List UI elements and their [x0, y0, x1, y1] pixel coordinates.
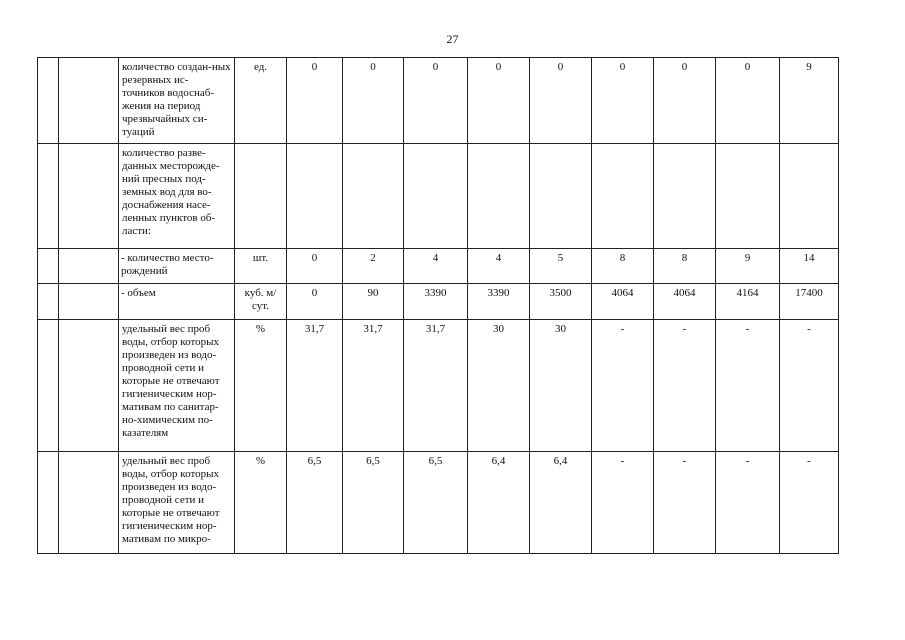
value-cell: 31,7: [287, 320, 343, 452]
goal-cell: [59, 452, 119, 554]
value-cell: 31,7: [343, 320, 404, 452]
value-cell: 31,7: [404, 320, 468, 452]
value-cell: 3390: [404, 284, 468, 320]
row-number-cell: [38, 58, 59, 144]
value-cell: -: [780, 452, 839, 554]
value-cell: [654, 144, 716, 249]
indicator-label: количество разве-данных месторожде-ний пресных под-земных вод для во-доснабжения насе-ленных пунктов об-ласти:: [119, 144, 235, 249]
table-body: [38, 58, 839, 554]
value-cell: [780, 144, 839, 249]
value-cell: 2: [343, 249, 404, 284]
indicator-label: количество создан-ных резервных ис-точников водоснаб-жения на период чрезвычайных си-туаций: [119, 58, 235, 144]
value-cell: 90: [343, 284, 404, 320]
unit-cell: %: [235, 452, 287, 554]
table-row: [38, 452, 839, 554]
table-row: [38, 249, 839, 284]
value-cell: 5: [530, 249, 592, 284]
value-cell: 4064: [592, 284, 654, 320]
value-cell: 17400: [780, 284, 839, 320]
indicator-label: удельный вес проб воды, отбор которых произведен из водо-проводной сети и которые не отвечают гигиеническим нор-мативам по санитар-но-химическим по-казателям: [119, 320, 235, 452]
value-cell: 6,5: [404, 452, 468, 554]
value-cell: 0: [654, 58, 716, 144]
goal-cell: [59, 249, 119, 284]
value-cell: [592, 144, 654, 249]
value-cell: 6,5: [343, 452, 404, 554]
value-cell: 4164: [716, 284, 780, 320]
unit-cell: куб. м/сут.: [235, 284, 287, 320]
table-row: [38, 284, 839, 320]
value-cell: -: [592, 320, 654, 452]
value-cell: -: [654, 452, 716, 554]
row-number-cell: [38, 320, 59, 452]
unit-cell: шт.: [235, 249, 287, 284]
indicator-label: удельный вес проб воды, отбор которых произведен из водо-проводной сети и которые не отвечают гигиеническим нор-мативам по микро-: [119, 452, 235, 554]
row-number-cell: [38, 144, 59, 249]
value-cell: -: [592, 452, 654, 554]
goal-cell: [59, 144, 119, 249]
value-cell: 0: [404, 58, 468, 144]
value-cell: 14: [780, 249, 839, 284]
table-row: [38, 144, 839, 249]
value-cell: 3390: [468, 284, 530, 320]
value-cell: 0: [287, 284, 343, 320]
value-cell: [716, 144, 780, 249]
value-cell: 9: [716, 249, 780, 284]
value-cell: 4: [468, 249, 530, 284]
value-cell: 6,5: [287, 452, 343, 554]
value-cell: [468, 144, 530, 249]
value-cell: 6,4: [468, 452, 530, 554]
indicator-label: - объем: [119, 284, 235, 320]
value-cell: 30: [530, 320, 592, 452]
value-cell: -: [654, 320, 716, 452]
indicators-table: [37, 57, 839, 554]
value-cell: 0: [592, 58, 654, 144]
table-row: [38, 58, 839, 144]
value-cell: 6,4: [530, 452, 592, 554]
row-number-cell: [38, 249, 59, 284]
page-number: 27: [446, 32, 459, 46]
value-cell: 4064: [654, 284, 716, 320]
value-cell: 0: [530, 58, 592, 144]
row-number-cell: [38, 284, 59, 320]
goal-cell: [59, 58, 119, 144]
unit-cell: %: [235, 320, 287, 452]
value-cell: 0: [343, 58, 404, 144]
unit-cell: [235, 144, 287, 249]
value-cell: 4: [404, 249, 468, 284]
value-cell: 0: [287, 58, 343, 144]
value-cell: 0: [287, 249, 343, 284]
unit-cell: ед.: [235, 58, 287, 144]
table-row: [38, 320, 839, 452]
value-cell: 9: [780, 58, 839, 144]
value-cell: [343, 144, 404, 249]
value-cell: 30: [468, 320, 530, 452]
value-cell: -: [716, 452, 780, 554]
value-cell: [530, 144, 592, 249]
value-cell: [287, 144, 343, 249]
goal-cell: [59, 320, 119, 452]
value-cell: -: [780, 320, 839, 452]
value-cell: 3500: [530, 284, 592, 320]
value-cell: 8: [654, 249, 716, 284]
goal-cell: [59, 284, 119, 320]
value-cell: [404, 144, 468, 249]
indicator-label: - количество место-рождений: [119, 249, 235, 284]
value-cell: -: [716, 320, 780, 452]
row-number-cell: [38, 452, 59, 554]
value-cell: 0: [468, 58, 530, 144]
value-cell: 8: [592, 249, 654, 284]
value-cell: 0: [716, 58, 780, 144]
